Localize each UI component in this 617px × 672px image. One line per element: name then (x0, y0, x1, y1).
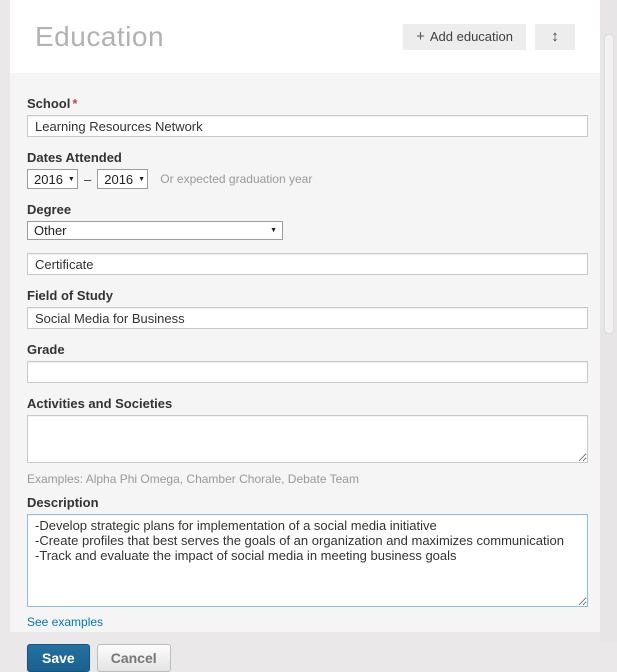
field-of-study-field (27, 288, 588, 329)
degree-selected-value: Other (34, 223, 67, 238)
chevron-down-icon: ▼ (138, 175, 146, 183)
chevron-down-icon: ▼ (67, 175, 75, 183)
plus-icon: + (416, 28, 425, 45)
degree-select[interactable] (27, 221, 283, 240)
cancel-button[interactable]: Cancel (97, 644, 171, 672)
end-year-select[interactable] (97, 169, 148, 189)
degree-other-input[interactable] (27, 253, 588, 275)
add-education-label: Add education (429, 29, 513, 44)
field-of-study-input[interactable] (27, 307, 588, 329)
activities-textarea[interactable] (27, 415, 588, 463)
up-down-arrow-icon: ↕ (551, 28, 559, 45)
education-edit-card (10, 0, 600, 666)
graduation-hint: Or expected graduation year (160, 172, 313, 186)
required-asterisk: * (72, 96, 78, 111)
degree-field (27, 202, 588, 240)
form-actions (27, 644, 588, 672)
grade-input[interactable] (27, 361, 588, 383)
field-of-study-label: Field of Study (27, 288, 113, 303)
school-input[interactable] (27, 115, 588, 137)
card-header (10, 0, 600, 73)
degree-other-field (27, 253, 588, 275)
add-education-button[interactable] (403, 24, 526, 50)
dates-row (27, 169, 588, 189)
grade-label: Grade (27, 342, 65, 357)
activities-examples-hint: Examples: Alpha Phi Omega, Chamber Chorale, Debate Team (27, 472, 359, 486)
activities-label: Activities and Societies (27, 396, 173, 411)
grade-field (27, 342, 588, 383)
description-label: Description (27, 495, 99, 510)
description-field (27, 495, 588, 631)
see-examples-link[interactable]: See examples (27, 615, 104, 629)
end-year-value: 2016 (104, 171, 134, 187)
start-year-value: 2016 (34, 171, 63, 187)
education-form (10, 73, 600, 666)
start-year-select[interactable] (27, 169, 78, 189)
activities-field (27, 396, 588, 486)
description-textarea[interactable] (27, 514, 588, 607)
school-field (27, 96, 588, 137)
page-title: Education (35, 20, 165, 52)
header-actions (403, 24, 575, 50)
date-range-separator: – (84, 171, 92, 187)
reorder-button[interactable] (535, 24, 575, 50)
school-label: School * (27, 96, 78, 111)
chevron-down-icon: ▼ (270, 227, 277, 234)
vertical-scrollbar-track[interactable] (600, 0, 617, 642)
degree-label: Degree (27, 202, 72, 217)
dates-attended-field (27, 150, 588, 189)
vertical-scrollbar-thumb[interactable] (604, 34, 614, 334)
save-button[interactable]: Save (27, 644, 90, 672)
dates-attended-label: Dates Attended (27, 150, 122, 165)
